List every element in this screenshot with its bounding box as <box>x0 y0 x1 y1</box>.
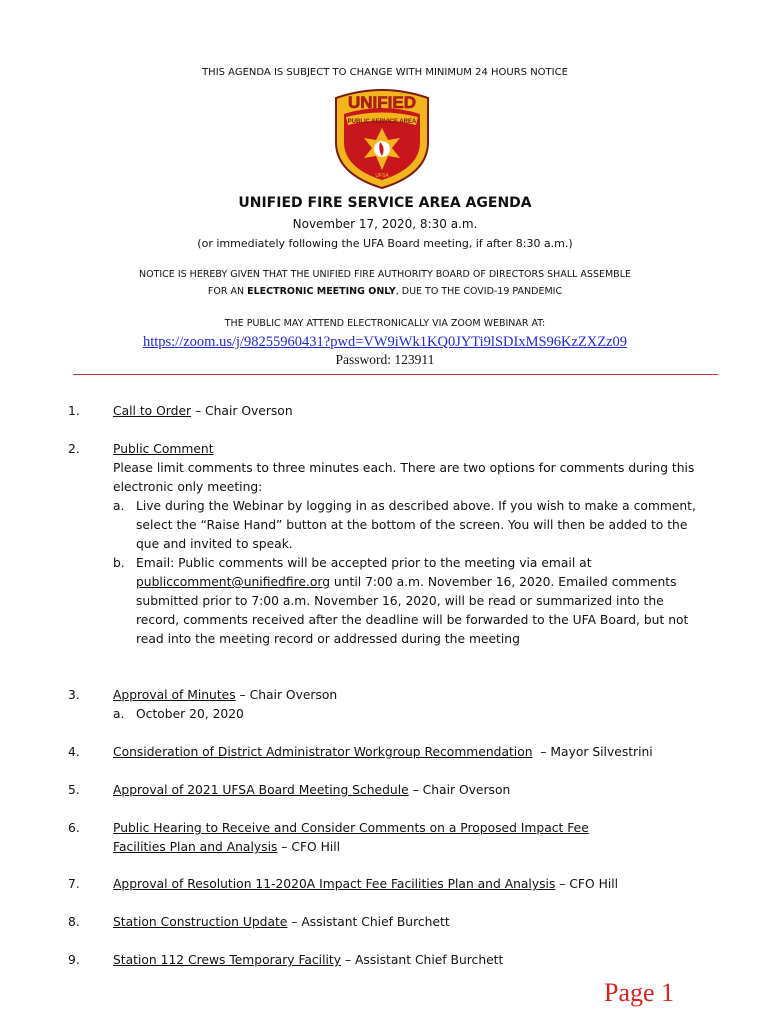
ufsa-logo <box>330 84 434 190</box>
item-title: Approval of Minutes <box>113 688 236 702</box>
notice-line-3: THE PUBLIC MAY ATTEND ELECTRONICALLY VIA ZOOM WEBINAR AT: <box>224 318 546 329</box>
item-presenter: – Mayor Silvestrini <box>532 745 653 759</box>
item-number: 7. <box>68 877 80 891</box>
item-presenter: – Chair Overson <box>408 783 511 797</box>
item-presenter: – Assistant Chief Burchett <box>287 915 450 929</box>
item-presenter: – CFO Hill <box>555 877 619 891</box>
sub-item-text: October 20, 2020 <box>136 707 244 721</box>
sub-item-label: a. <box>113 499 125 513</box>
change-notice: THIS AGENDA IS SUBJECT TO CHANGE WITH MINIMUM 24 HOURS NOTICE <box>202 67 568 78</box>
email-link[interactable]: publiccomment@unifiedfire.org <box>136 575 331 589</box>
item-title: Consideration of District Administrator Workgroup Recommendation <box>113 745 533 759</box>
item-presenter: – Chair Overson <box>191 404 293 418</box>
page-number: Page 1 <box>604 978 675 1007</box>
sub-item-text: Live during the Webinar by logging in as described above. If you wish to make a comment, select the “Raise Hand” button at the bottom of the screen. You will then be added to the que and invited to speak. <box>136 499 696 551</box>
item-number: 8. <box>68 915 80 929</box>
item-number: 5. <box>68 783 80 797</box>
item-number: 1. <box>68 404 80 418</box>
sub-item-a <box>113 497 703 554</box>
item-presenter: – Chair Overson <box>235 688 338 702</box>
item-number: 3. <box>68 688 80 702</box>
logo-ribbon-text: PUBLIC SERVICE AREA <box>347 119 417 125</box>
zoom-password: Password: 123911 <box>335 352 435 367</box>
item-number: 4. <box>68 745 80 759</box>
agenda-title: UNIFIED FIRE SERVICE AREA AGENDA <box>238 195 532 211</box>
item-title: Station 112 Crews Temporary Facility <box>113 953 342 967</box>
item-description: Please limit comments to three minutes each. There are two options for comments during this electronic only meeting: <box>113 461 695 494</box>
item-title: Approval of 2021 UFSA Board Meeting Schedule <box>113 783 409 797</box>
item-title-line-2: Facilities Plan and Analysis <box>113 840 278 854</box>
meeting-date: November 17, 2020, 8:30 a.m. <box>292 217 478 231</box>
logo-bottom-text: UFSA <box>375 173 389 179</box>
notice-line-1: NOTICE IS HEREBY GIVEN THAT THE UNIFIED FIRE AUTHORITY BOARD OF DIRECTORS SHALL ASSEMBLE <box>138 269 631 280</box>
logo-top-text: UNIFIED <box>348 93 416 112</box>
divider <box>73 374 718 375</box>
sub-item-label: a. <box>113 707 125 721</box>
notice-line-2: FOR AN ELECTRONIC MEETING ONLY, DUE TO THE COVID-19 PANDEMIC <box>207 286 563 297</box>
item-title: Public Hearing to Receive and Consider Comments on a Proposed Impact Fee <box>113 821 589 835</box>
meeting-subtitle: (or immediately following the UFA Board meeting, if after 8:30 a.m.) <box>197 237 573 250</box>
item-title: Approval of Resolution 11-2020A Impact Fee Facilities Plan and Analysis <box>113 877 556 891</box>
zoom-link[interactable]: https://zoom.us/j/98255960431?pwd=VW9iWk1KQ0JYTi9lSDIxMS96KzZXZz09 <box>142 334 628 350</box>
item-number: 9. <box>68 953 80 967</box>
item-number: 6. <box>68 821 80 835</box>
item-presenter: – CFO Hill <box>277 840 341 854</box>
item-title: Station Construction Update <box>113 915 288 929</box>
item-title: Call to Order <box>113 404 192 418</box>
item-title: Public Comment <box>113 442 214 456</box>
item-number: 2. <box>68 442 80 456</box>
item-presenter: – Assistant Chief Burchett <box>341 953 504 967</box>
sub-item-label: b. <box>113 556 125 570</box>
electronic-meeting-emphasis: ELECTRONIC MEETING ONLY <box>247 286 396 297</box>
sub-item-a <box>113 705 703 724</box>
sub-item-b: b. Email: Public comments will be accepted prior to the meeting via email at publiccomment@unifiedfire.org until 7:00 a.m. November 16, 2020. Emailed comments submitted prior to 7:00 a.m. November 16, 2020, will be read or summarized into the record, comments received after the deadline will be forwarded to the UFA Board, but not read into the meeting record or addressed during the meeting <box>113 556 689 646</box>
